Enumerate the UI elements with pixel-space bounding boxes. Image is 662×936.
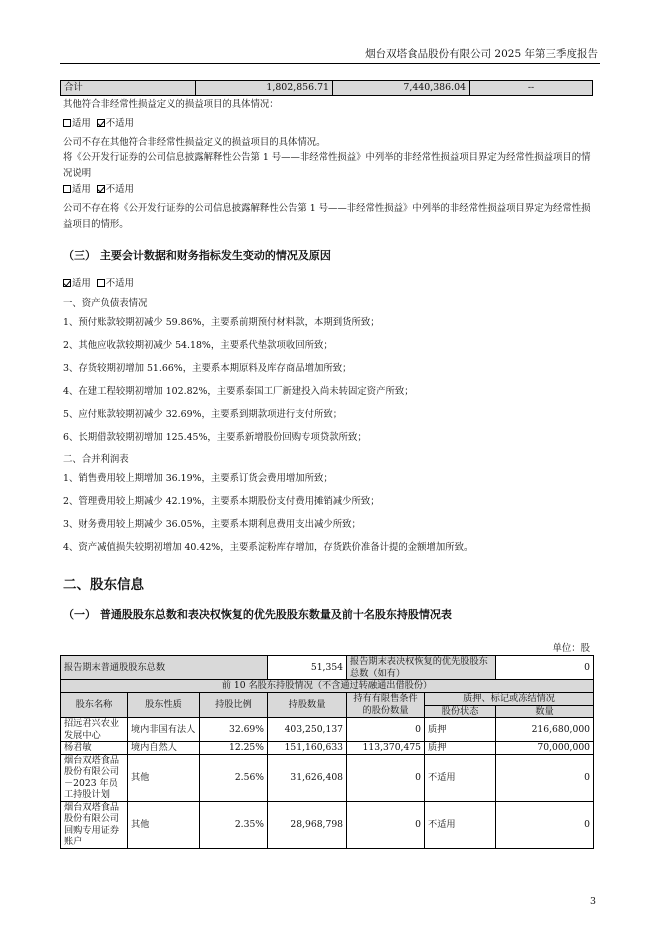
shareholders-table: [60, 655, 594, 849]
section-three-title: （三） 主要会计数据和财务指标发生变动的情况及原因: [63, 249, 331, 262]
table-row: [61, 754, 594, 801]
list-item: 4、在建工程较期初增加 102.82%，主要系泰国工厂新建投入尚未转固定资产所致；: [63, 386, 414, 397]
checkbox-na-checked: [97, 119, 105, 127]
shareholder-qty: 403,250,137: [268, 718, 347, 742]
shareholders-section-title: 二、股东信息: [63, 577, 144, 593]
col-header-pledge: 质押、标记或冻结情况: [425, 692, 594, 705]
shareholder-name: 烟台双塔食品股份有限公司回购专用证券账户: [61, 801, 128, 848]
shareholders-sub-title: （一） 普通股股东总数和表决权恢复的优先股股东数量及前十名股东持股情况表: [63, 608, 452, 621]
total-holders-label: 报告期末普通股股东总数: [61, 656, 268, 680]
col-header-status: 股份状态: [425, 705, 496, 718]
col-header-restricted: 持有有限售条件的股份数量: [347, 692, 425, 718]
report-title: 烟台双塔食品股份有限公司 2025 年第三季度报告: [365, 48, 598, 60]
shareholder-restricted: 0: [347, 754, 425, 801]
shareholder-amount: 0: [496, 754, 594, 801]
shareholder-name: 烟台双塔食品股份有限公司－2023 年员工持股计划: [61, 754, 128, 801]
shareholder-ratio: 32.69%: [200, 718, 268, 742]
other-items-text: 公司不存在其他符合非经常性损益定义的损益项目的具体情况。: [63, 137, 326, 148]
shareholder-qty: 28,968,798: [268, 801, 347, 848]
reclass-text: 公司不存在将《公开发行证券的公司信息披露解释性公告第 1 号——非经常性损益》中列举的非经常性损益项目界定为经常性损益项目的情形。: [63, 203, 591, 230]
pref-holders-label: 报告期末表决权恢复的优先股股东总数（如有）: [347, 656, 496, 680]
option-na-label: 不适用: [105, 184, 134, 195]
list-item: 1、预付账款较期初减少 59.86%，主要系前期预付材料款，本期到货所致；: [63, 317, 380, 328]
list-item: 4、资产减值损失较期初增加 40.42%，主要系淀粉库存增加，存货跌价准备计提的金额增加所致。: [63, 542, 474, 553]
list-item: 2、管理费用较上期减少 42.19%，主要系本期股份支付费用摊销减少所致；: [63, 496, 380, 507]
shareholder-name: 杨君敏: [61, 742, 128, 755]
checkbox-apply: [63, 185, 71, 193]
income-statement-title: 二、合并利润表: [63, 454, 129, 465]
balance-sheet-title: 一、资产负债表情况: [63, 298, 148, 309]
section-three-options: [63, 276, 603, 292]
table-row: [61, 656, 594, 680]
shareholder-qty: 31,626,408: [268, 754, 347, 801]
other-items-title: 其他符合非经常性损益定义的损益项目的具体情况：: [63, 99, 279, 110]
summary-value-2: 7,440,386.04: [333, 81, 470, 96]
top10-title: 前 10 名股东持股情况（不含通过转融通出借股份）: [61, 680, 594, 693]
other-items-options: [63, 116, 603, 132]
shareholder-name: 招远君兴农业发展中心: [61, 718, 128, 742]
shareholder-ratio: 2.56%: [200, 754, 268, 801]
shareholder-qty: 151,160,633: [268, 742, 347, 755]
list-item: 3、财务费用较上期减少 36.05%，主要系本期利息费用支出减少所致；: [63, 519, 361, 530]
list-item: 1、销售费用较上期增加 36.19%，主要系订货会费用增加所致；: [63, 473, 333, 484]
list-item: 3、存货较期初增加 51.66%，主要系本期原料及库存商品增加所致；: [63, 363, 352, 374]
table-row: [61, 801, 594, 848]
shareholder-ratio: 12.25%: [200, 742, 268, 755]
reclass-title: 将《公开发行证券的公司信息披露解释性公告第 1 号——非经常性损益》中列举的非经常性损益项目界定为经常性损益项目的情况说明: [63, 152, 591, 179]
list-item: 5、应付账款较期初减少 32.69%，主要系到期款项进行支付所致；: [63, 409, 343, 420]
page-number: 3: [590, 896, 596, 907]
summary-label: 合计: [61, 81, 196, 96]
page-header: [0, 0, 662, 70]
checkbox-apply: [63, 119, 71, 127]
shareholder-status: 不适用: [425, 754, 496, 801]
shareholder-nature: 其他: [128, 754, 200, 801]
pref-holders-value: 0: [496, 656, 594, 680]
checkbox-apply-checked: [63, 279, 71, 287]
shareholder-ratio: 2.35%: [200, 801, 268, 848]
col-header-qty: 持股数量: [268, 692, 347, 718]
summary-value-3: --: [470, 81, 593, 96]
col-header-name: 股东名称: [61, 692, 128, 718]
shareholder-nature: 境内非国有法人: [128, 718, 200, 742]
total-holders-value: 51,354: [268, 656, 347, 680]
shareholder-restricted: 113,370,475: [347, 742, 425, 755]
shareholder-status: 质押: [425, 742, 496, 755]
shareholder-nature: 其他: [128, 801, 200, 848]
shareholder-restricted: 0: [347, 718, 425, 742]
list-item: 6、长期借款较期初增加 125.45%，主要系新增股份回购专项贷款所致；: [63, 432, 367, 443]
shareholder-status: 质押: [425, 718, 496, 742]
table-row: [61, 81, 593, 96]
col-header-ratio: 持股比例: [200, 692, 268, 718]
shareholder-amount: 0: [496, 801, 594, 848]
option-na-label: 不适用: [105, 118, 134, 129]
summary-table: [60, 80, 593, 96]
option-apply-label: 适用: [72, 184, 91, 195]
table-row: [61, 742, 594, 755]
option-apply-label: 适用: [72, 278, 91, 289]
shareholder-amount: 216,680,000: [496, 718, 594, 742]
header-rule: [60, 63, 600, 64]
option-apply-label: 适用: [72, 118, 91, 129]
table-row: [61, 680, 594, 693]
summary-value-1: 1,802,856.71: [196, 81, 333, 96]
shareholder-amount: 70,000,000: [496, 742, 594, 755]
shareholder-restricted: 0: [347, 801, 425, 848]
col-header-amount: 数量: [496, 705, 594, 718]
shareholder-nature: 境内自然人: [128, 742, 200, 755]
table-header-row: [61, 692, 594, 705]
unit-label: 单位：股: [552, 643, 590, 654]
col-header-nature: 股东性质: [128, 692, 200, 718]
list-item: 2、其他应收款较期初减少 54.18%，主要系代垫款项收回所致；: [63, 340, 333, 351]
reclass-options: [63, 182, 603, 198]
checkbox-na-checked: [97, 185, 105, 193]
shareholder-status: 不适用: [425, 801, 496, 848]
table-row: [61, 718, 594, 742]
option-na-label: 不适用: [105, 278, 134, 289]
checkbox-na: [97, 279, 105, 287]
